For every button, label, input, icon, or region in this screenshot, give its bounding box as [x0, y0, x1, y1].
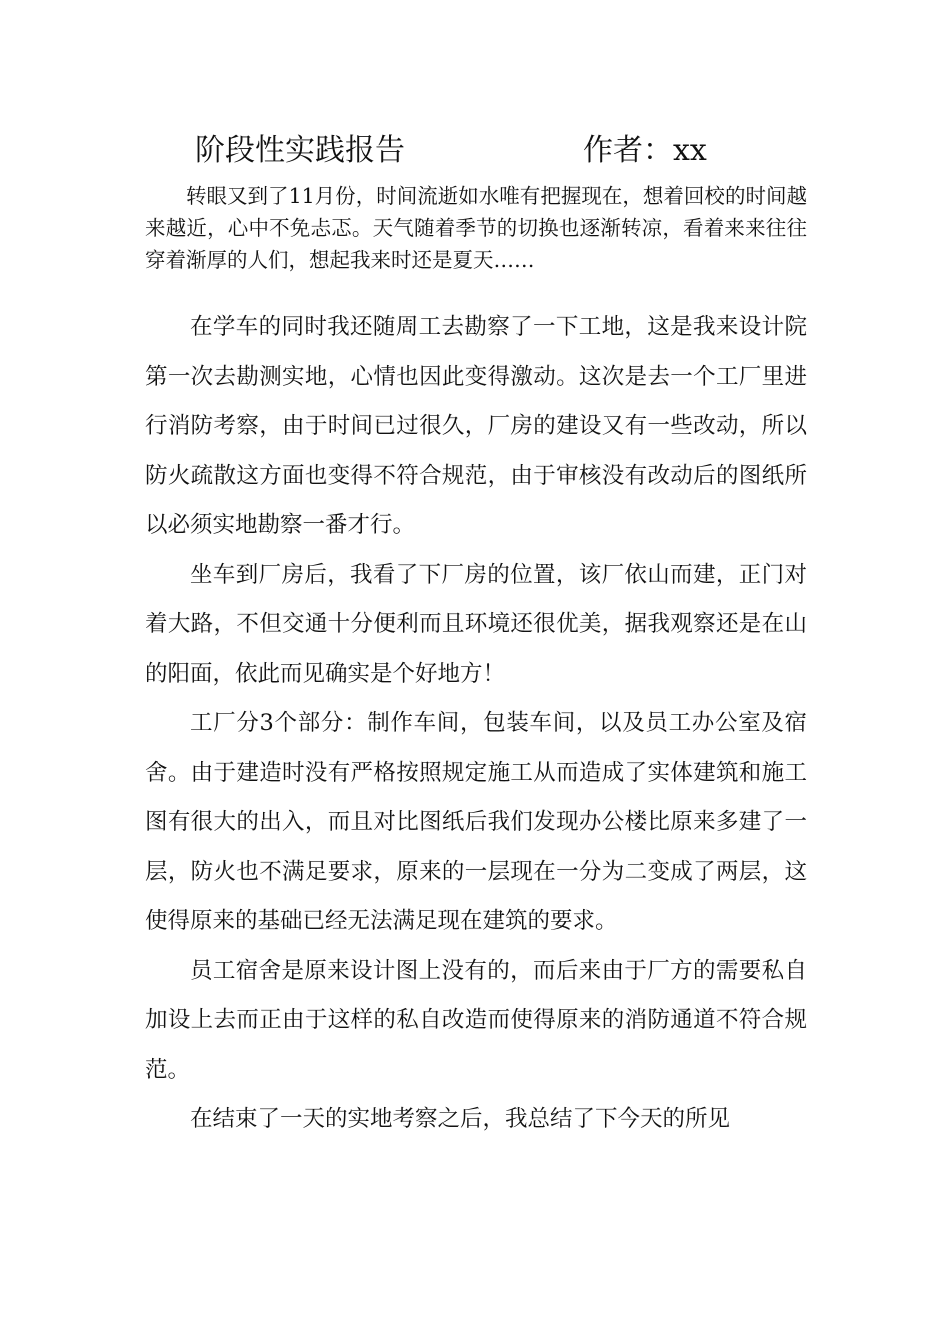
intro-paragraph: 转眼又到了11月份，时间流逝如水唯有把握现在，想着回校的时间越来越近，心中不免忐忑。天气随着季节的切换也逐渐转凉，看着来来往往穿着渐厚的人们，想起我来时还是夏天……: [145, 184, 807, 272]
author-line: 作者：xx: [583, 133, 707, 168]
paragraph: 坐车到厂房后，我看了下厂房的位置，该厂依山而建，正门对着大路，不但交通十分便利而且环境还很优美，据我观察还是在山的阳面，依此而见确实是个好地方！: [145, 561, 807, 687]
paragraph: 在学车的同时我还随周工去勘察了一下工地，这是我来设计院第一次去勘测实地，心情也因此变得激动。这次是去一个工厂里进行消防考察，由于时间已过很久，厂房的建设又有一些改动，所以防火疏散这方面也变得不符合规范，由于审核没有改动后的图纸所以必须实地勘察一番才行。: [145, 314, 807, 538]
title-row: [195, 126, 815, 176]
document-title: 阶段性实践报告: [195, 133, 405, 168]
paragraph: 在结束了一天的实地考察之后，我总结了下今天的所见: [190, 1106, 731, 1132]
paragraph: 工厂分3个部分：制作车间，包装车间，以及员工办公室及宿舍。由于建造时没有严格按照规定施工从而造成了实体建筑和施工图有很大的出入，而且对比图纸后我们发现办公楼比原来多建了一层，防火也不满足要求，原来的一层现在一分为二变成了两层，这使得原来的基础已经无法满足现在建筑的要求。: [145, 710, 807, 934]
body-text: [145, 303, 807, 1145]
paragraph: 员工宿舍是原来设计图上没有的，而后来由于厂方的需要私自加设上去而正由于这样的私自改造而使得原来的消防通道不符合规范。: [145, 957, 807, 1083]
